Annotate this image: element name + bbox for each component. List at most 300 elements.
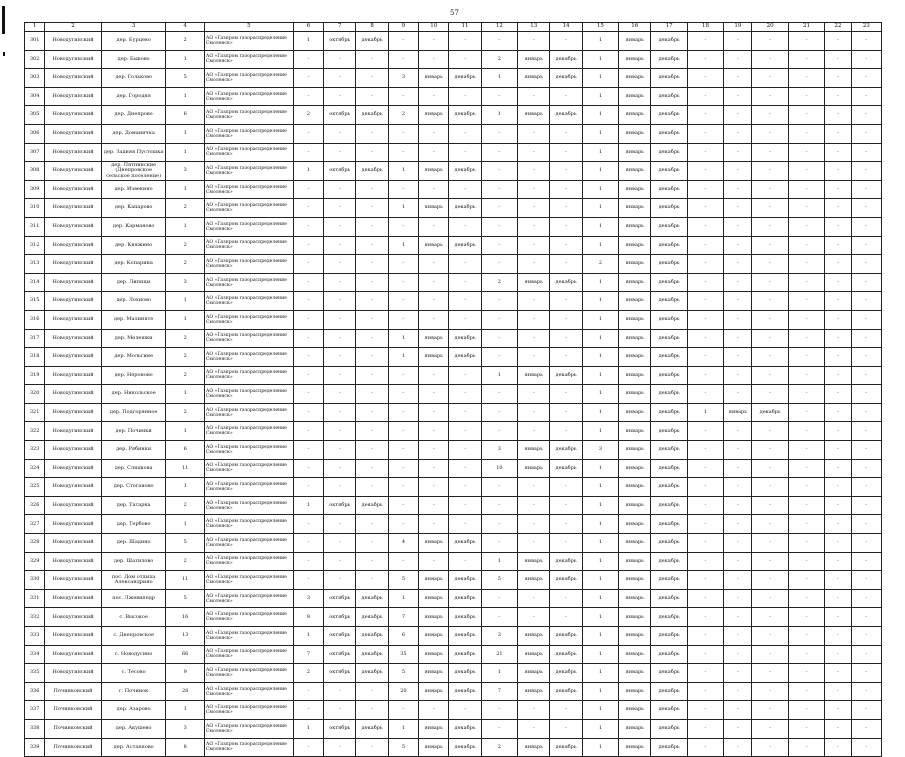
cell-c23: - (851, 87, 882, 106)
column-number-18: 18 (687, 23, 723, 32)
table-row (25, 50, 882, 69)
cell-c18-end: - (752, 515, 788, 534)
cell-c15-count: 1 (582, 496, 618, 515)
cell-c12-count: 1 (481, 106, 517, 125)
cell-c6-count: 1 (293, 627, 323, 646)
cell-c6-count: 7 (293, 645, 323, 664)
cell-total-count: 1 (166, 50, 204, 69)
cell-c9-count: - (388, 701, 418, 720)
column-number-15: 15 (582, 23, 618, 32)
cell-c12-start: январь (518, 106, 550, 125)
cell-total-count: 5 (166, 589, 204, 608)
cell-c15-end: декабрь (651, 348, 687, 367)
cell-c22: - (825, 552, 851, 571)
cell-c6-start: октябрь (324, 496, 356, 515)
cell-c12-start: - (518, 310, 550, 329)
cell-settlement: дер. Днепрово (101, 106, 166, 125)
cell-c9-count: - (388, 292, 418, 311)
cell-c18-start: - (724, 292, 752, 311)
cell-operator: АО «Газпром газораспределение Смоленск» (204, 124, 293, 143)
cell-c15-start: январь (619, 50, 651, 69)
cell-row-number: 336 (25, 682, 45, 701)
cell-c9-start: январь (419, 106, 449, 125)
cell-c22: - (825, 124, 851, 143)
cell-c12-end: - (550, 87, 582, 106)
cell-c6-end: - (356, 50, 388, 69)
cell-c12-end: - (550, 422, 582, 441)
cell-settlement: дер. Карманово (101, 217, 166, 236)
cell-district: Новодугинский (45, 403, 102, 422)
cell-c12-start: - (518, 348, 550, 367)
cell-c9-start: - (419, 552, 449, 571)
cell-c18-start: - (724, 329, 752, 348)
cell-c6-start: октябрь (324, 645, 356, 664)
cell-c12-end: декабрь (550, 552, 582, 571)
cell-c18-end: - (752, 236, 788, 255)
cell-c22: - (825, 217, 851, 236)
cell-c6-start: - (324, 366, 356, 385)
cell-c18-count: - (687, 162, 723, 181)
cell-operator: АО «Газпром газораспределение Смоленск» (204, 645, 293, 664)
cell-c18-count: - (687, 422, 723, 441)
cell-c6-start: октябрь (324, 627, 356, 646)
cell-c18-count: - (687, 273, 723, 292)
cell-c12-start: январь (518, 571, 550, 590)
cell-c6-count: - (293, 217, 323, 236)
cell-c9-count: - (388, 273, 418, 292)
cell-c6-end: - (356, 143, 388, 162)
cell-c18-start: - (724, 69, 752, 88)
cell-c18-count: - (687, 217, 723, 236)
cell-c23: - (851, 366, 882, 385)
cell-c18-count: - (687, 106, 723, 125)
cell-c21: - (788, 459, 824, 478)
cell-c21: - (788, 32, 824, 51)
cell-c23: - (851, 143, 882, 162)
cell-c22: - (825, 106, 851, 125)
cell-c18-count: - (687, 199, 723, 218)
cell-c6-end: - (356, 292, 388, 311)
cell-c18-count: - (687, 515, 723, 534)
cell-c9-start: январь (419, 199, 449, 218)
cell-row-number: 331 (25, 589, 45, 608)
cell-c6-count: - (293, 403, 323, 422)
cell-c15-start: январь (619, 162, 651, 181)
table-row (25, 32, 882, 51)
cell-c12-end: - (550, 534, 582, 553)
cell-c22: - (825, 87, 851, 106)
cell-c12-count: - (481, 124, 517, 143)
cell-c9-count: 6 (388, 627, 418, 646)
cell-c21: - (788, 106, 824, 125)
cell-c18-end: - (752, 217, 788, 236)
cell-c9-end: декабрь (449, 69, 481, 88)
cell-c15-start: январь (619, 571, 651, 590)
cell-c22: - (825, 32, 851, 51)
cell-row-number: 313 (25, 255, 45, 274)
cell-c9-end: декабрь (449, 534, 481, 553)
table-row (25, 236, 882, 255)
cell-c6-start: октябрь (324, 162, 356, 181)
cell-c18-start: - (724, 441, 752, 460)
cell-c15-count: 1 (582, 403, 618, 422)
column-number-4: 4 (166, 23, 204, 32)
cell-total-count: 1 (166, 124, 204, 143)
cell-c12-count: - (481, 310, 517, 329)
cell-c15-end: декабрь (651, 329, 687, 348)
cell-c23: - (851, 627, 882, 646)
cell-c23: - (851, 217, 882, 236)
cell-c12-count: - (481, 255, 517, 274)
cell-c12-end: - (550, 143, 582, 162)
cell-c12-end: - (550, 255, 582, 274)
cell-c12-count: 1 (481, 69, 517, 88)
cell-c6-end: - (356, 422, 388, 441)
cell-district: Новодугинский (45, 478, 102, 497)
cell-c18-end: - (752, 292, 788, 311)
cell-c18-start: - (724, 701, 752, 720)
cell-settlement: дер. Акушево (101, 719, 166, 738)
cell-operator: АО «Газпром газораспределение Смоленск» (204, 478, 293, 497)
cell-district: Новодугинский (45, 180, 102, 199)
cell-operator: АО «Газпром газораспределение Смоленск» (204, 589, 293, 608)
cell-c18-start: - (724, 608, 752, 627)
cell-c18-start: - (724, 106, 752, 125)
cell-c6-end: - (356, 87, 388, 106)
binder-mark-small (3, 52, 5, 56)
cell-c6-start: октябрь (324, 589, 356, 608)
cell-c15-count: 1 (582, 627, 618, 646)
cell-c9-end: декабрь (449, 162, 481, 181)
cell-c15-count: 1 (582, 32, 618, 51)
cell-c18-count: - (687, 719, 723, 738)
cell-row-number: 326 (25, 496, 45, 515)
cell-c6-end: - (356, 534, 388, 553)
cell-c23: - (851, 515, 882, 534)
cell-c6-start: - (324, 534, 356, 553)
cell-c22: - (825, 496, 851, 515)
cell-total-count: 1 (166, 87, 204, 106)
cell-c15-end: декабрь (651, 441, 687, 460)
cell-c15-count: 1 (582, 385, 618, 404)
cell-c18-start: - (724, 273, 752, 292)
cell-c9-count: 1 (388, 236, 418, 255)
cell-c22: - (825, 348, 851, 367)
cell-c18-end: - (752, 162, 788, 181)
cell-c9-end: - (449, 87, 481, 106)
cell-c9-start: январь (419, 571, 449, 590)
cell-c9-end: декабрь (449, 664, 481, 683)
cell-c21: - (788, 217, 824, 236)
cell-c15-count: 1 (582, 534, 618, 553)
cell-c15-end: декабрь (651, 478, 687, 497)
table-row (25, 478, 882, 497)
cell-c18-start: - (724, 552, 752, 571)
cell-c15-start: январь (619, 534, 651, 553)
cell-c18-start: - (724, 32, 752, 51)
cell-row-number: 317 (25, 329, 45, 348)
cell-c6-end: декабрь (356, 719, 388, 738)
cell-c21: - (788, 310, 824, 329)
cell-c9-count: - (388, 385, 418, 404)
cell-c18-count: - (687, 32, 723, 51)
cell-c9-count: 35 (388, 645, 418, 664)
cell-settlement: дер. Извекино (101, 180, 166, 199)
table-row (25, 441, 882, 460)
cell-c18-start: - (724, 422, 752, 441)
cell-settlement: дер. Шадино (101, 534, 166, 553)
cell-c18-count: - (687, 180, 723, 199)
cell-c18-count: - (687, 50, 723, 69)
cell-operator: АО «Газпром газораспределение Смоленск» (204, 143, 293, 162)
table-row (25, 366, 882, 385)
cell-c15-count: 1 (582, 273, 618, 292)
cell-c9-start: январь (419, 664, 449, 683)
cell-total-count: 6 (166, 441, 204, 460)
cell-total-count: 3 (166, 273, 204, 292)
cell-c15-end: декабрь (651, 255, 687, 274)
table-row (25, 180, 882, 199)
cell-c12-count: - (481, 719, 517, 738)
cell-c6-count: 2 (293, 106, 323, 125)
cell-settlement: с. Тесово (101, 664, 166, 683)
cell-c18-count: - (687, 348, 723, 367)
cell-c9-count: - (388, 478, 418, 497)
cell-c9-count: - (388, 87, 418, 106)
column-number-14: 14 (550, 23, 582, 32)
cell-c6-count: - (293, 124, 323, 143)
cell-c12-count: 3 (481, 441, 517, 460)
cell-c9-end: декабрь (449, 199, 481, 218)
cell-c6-count: - (293, 459, 323, 478)
column-number-20: 20 (752, 23, 788, 32)
cell-operator: АО «Газпром газораспределение Смоленск» (204, 403, 293, 422)
cell-c22: - (825, 180, 851, 199)
cell-c18-count: - (687, 441, 723, 460)
cell-c21: - (788, 50, 824, 69)
cell-c12-start: январь (518, 69, 550, 88)
cell-c18-end: - (752, 255, 788, 274)
cell-c18-count: - (687, 366, 723, 385)
cell-operator: АО «Газпром газораспределение Смоленск» (204, 515, 293, 534)
cell-c15-end: декабрь (651, 180, 687, 199)
cell-c15-start: январь (619, 738, 651, 757)
cell-c12-start: - (518, 32, 550, 51)
cell-c18-end: - (752, 701, 788, 720)
cell-c21: - (788, 645, 824, 664)
cell-c18-end: - (752, 180, 788, 199)
cell-row-number: 334 (25, 645, 45, 664)
cell-c6-end: - (356, 385, 388, 404)
cell-c15-count: 1 (582, 106, 618, 125)
cell-operator: АО «Газпром газораспределение Смоленск» (204, 738, 293, 757)
cell-operator: АО «Газпром газораспределение Смоленск» (204, 32, 293, 51)
cell-c9-count: - (388, 515, 418, 534)
cell-c15-count: 1 (582, 719, 618, 738)
cell-c6-start: - (324, 236, 356, 255)
cell-c18-end: - (752, 682, 788, 701)
cell-c12-end: - (550, 385, 582, 404)
cell-district: Новодугинский (45, 143, 102, 162)
cell-c18-end: - (752, 496, 788, 515)
cell-c9-end: декабрь (449, 329, 481, 348)
cell-c22: - (825, 403, 851, 422)
cell-c18-start: - (724, 310, 752, 329)
cell-c15-end: декабрь (651, 459, 687, 478)
cell-settlement: дер. Задняя Пустошка (101, 143, 166, 162)
cell-c12-count: 7 (481, 682, 517, 701)
cell-c6-end: - (356, 459, 388, 478)
column-number-9: 9 (388, 23, 418, 32)
cell-c12-count: - (481, 143, 517, 162)
cell-total-count: 2 (166, 348, 204, 367)
cell-c12-start: - (518, 124, 550, 143)
cell-settlement: дер. Княжино (101, 236, 166, 255)
cell-operator: АО «Газпром газораспределение Смоленск» (204, 441, 293, 460)
schedule-table (24, 22, 882, 757)
cell-row-number: 307 (25, 143, 45, 162)
cell-c12-start: январь (518, 441, 550, 460)
cell-c12-count: 3 (481, 627, 517, 646)
cell-c9-start: январь (419, 719, 449, 738)
cell-row-number: 319 (25, 366, 45, 385)
cell-c15-count: 2 (582, 255, 618, 274)
cell-c12-count: - (481, 403, 517, 422)
cell-c15-end: декабрь (651, 627, 687, 646)
table-row (25, 515, 882, 534)
cell-c18-end: - (752, 366, 788, 385)
cell-c6-end: декабрь (356, 496, 388, 515)
cell-c6-start: - (324, 385, 356, 404)
cell-c9-end: декабрь (449, 719, 481, 738)
cell-total-count: 2 (166, 496, 204, 515)
table-row (25, 534, 882, 553)
cell-c9-end: декабрь (449, 589, 481, 608)
cell-c18-count: - (687, 255, 723, 274)
cell-c9-start: - (419, 478, 449, 497)
cell-total-count: 5 (166, 69, 204, 88)
cell-c15-end: декабрь (651, 236, 687, 255)
cell-c9-count: - (388, 422, 418, 441)
cell-c23: - (851, 664, 882, 683)
cell-c18-start: - (724, 534, 752, 553)
cell-c23: - (851, 534, 882, 553)
cell-c9-end: декабрь (449, 608, 481, 627)
cell-settlement: дер. Гольково (101, 69, 166, 88)
cell-c15-end: декабрь (651, 571, 687, 590)
cell-c6-start: - (324, 310, 356, 329)
cell-c9-start: - (419, 385, 449, 404)
cell-c12-end: - (550, 403, 582, 422)
cell-c9-count: 7 (388, 608, 418, 627)
cell-c9-count: - (388, 403, 418, 422)
cell-c15-count: 1 (582, 515, 618, 534)
cell-settlement: дер. Бурцево (101, 32, 166, 51)
cell-c6-count: - (293, 292, 323, 311)
cell-c15-start: январь (619, 515, 651, 534)
cell-c15-end: декабрь (651, 69, 687, 88)
cell-c9-start: - (419, 366, 449, 385)
cell-c15-count: 1 (582, 701, 618, 720)
cell-row-number: 338 (25, 719, 45, 738)
column-number-row (25, 23, 882, 32)
cell-c9-end: - (449, 32, 481, 51)
cell-c6-count: 1 (293, 719, 323, 738)
cell-operator: АО «Газпром газораспределение Смоленск» (204, 199, 293, 218)
cell-c9-start: январь (419, 645, 449, 664)
cell-total-count: 11 (166, 459, 204, 478)
cell-c12-end: - (550, 162, 582, 181)
cell-c21: - (788, 422, 824, 441)
cell-operator: АО «Газпром газораспределение Смоленск» (204, 50, 293, 69)
cell-c18-start: - (724, 627, 752, 646)
table-row (25, 124, 882, 143)
cell-district: Починковский (45, 719, 102, 738)
cell-settlement: пос. Дом отдыха Александрино (101, 571, 166, 590)
cell-total-count: 1 (166, 292, 204, 311)
cell-c18-end: - (752, 719, 788, 738)
cell-total-count: 2 (166, 329, 204, 348)
cell-c21: - (788, 552, 824, 571)
cell-c6-start: - (324, 217, 356, 236)
cell-c12-start: январь (518, 682, 550, 701)
cell-settlement: дер. Лохново (101, 292, 166, 311)
cell-operator: АО «Газпром газораспределение Смоленск» (204, 292, 293, 311)
cell-c18-count: - (687, 385, 723, 404)
cell-c6-count: - (293, 329, 323, 348)
cell-total-count: 2 (166, 403, 204, 422)
cell-c18-count: - (687, 627, 723, 646)
table-row (25, 255, 882, 274)
cell-c15-start: январь (619, 180, 651, 199)
cell-c6-count: 2 (293, 664, 323, 683)
table-row (25, 664, 882, 683)
cell-operator: АО «Газпром газораспределение Смоленск» (204, 236, 293, 255)
cell-c12-end: - (550, 310, 582, 329)
cell-c15-end: декабрь (651, 496, 687, 515)
cell-c9-end: - (449, 701, 481, 720)
cell-c12-start: - (518, 199, 550, 218)
cell-c9-count: 4 (388, 534, 418, 553)
cell-c9-count: 3 (388, 69, 418, 88)
cell-c9-end: - (449, 385, 481, 404)
cell-c22: - (825, 589, 851, 608)
cell-c21: - (788, 496, 824, 515)
cell-c6-count: 1 (293, 162, 323, 181)
cell-c6-start: - (324, 69, 356, 88)
cell-c9-count: - (388, 217, 418, 236)
table-row (25, 106, 882, 125)
cell-c12-start: январь (518, 645, 550, 664)
cell-c18-count: - (687, 292, 723, 311)
cell-c9-start: - (419, 403, 449, 422)
cell-c6-start: - (324, 478, 356, 497)
cell-c12-end: декабрь (550, 106, 582, 125)
cell-c12-end: - (550, 180, 582, 199)
cell-c6-count: - (293, 515, 323, 534)
cell-c18-start: - (724, 217, 752, 236)
cell-c9-count: - (388, 496, 418, 515)
cell-c18-end: - (752, 273, 788, 292)
cell-c6-end: - (356, 571, 388, 590)
cell-c9-count: 2 (388, 106, 418, 125)
cell-c23: - (851, 180, 882, 199)
cell-c15-end: декабрь (651, 701, 687, 720)
cell-row-number: 327 (25, 515, 45, 534)
cell-c9-end: - (449, 255, 481, 274)
cell-c6-end: - (356, 217, 388, 236)
cell-c6-start: - (324, 552, 356, 571)
